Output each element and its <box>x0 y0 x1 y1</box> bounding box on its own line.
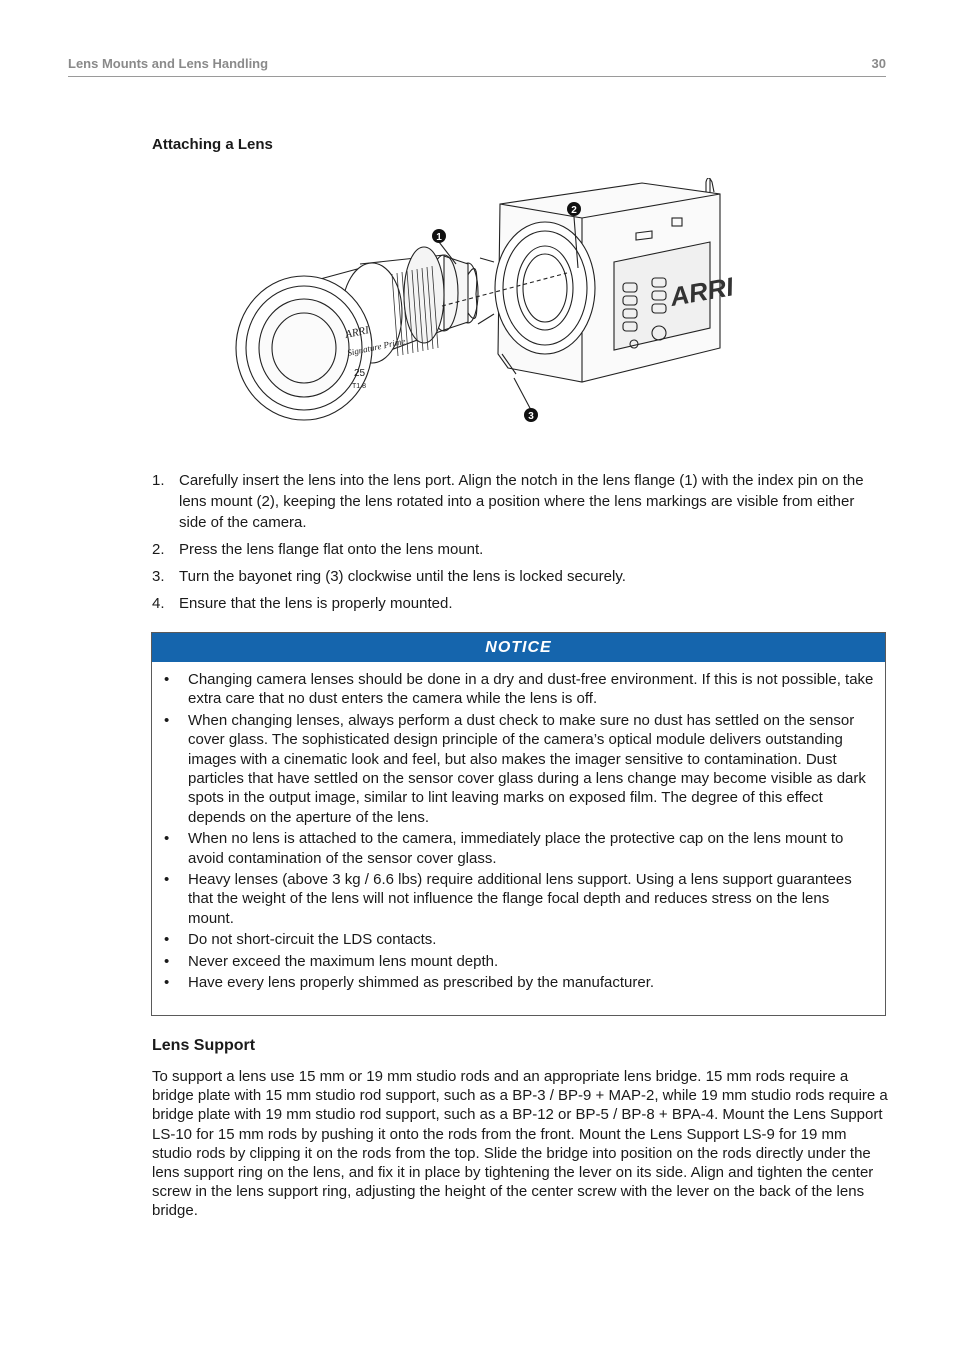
notice-item <box>152 952 875 971</box>
notice-text: When no lens is attached to the camera, immediately place the protective cap on the lens mount to avoid contamination of the sensor cover glass. <box>188 830 844 867</box>
notice-text: Have every lens properly shimmed as prescribed by the manufacturer. <box>188 974 655 992</box>
notice-text: Never exceed the maximum lens mount depth. <box>188 952 499 970</box>
svg-text:1: 1 <box>436 232 442 243</box>
page-number: 30 <box>871 56 886 71</box>
step-text: Ensure that the lens is properly mounted. <box>179 595 453 612</box>
notice-item <box>152 870 875 928</box>
step-number: 4. <box>152 595 165 612</box>
lens-attachment-illustration <box>232 178 752 440</box>
notice-item <box>152 670 875 709</box>
notice-text: Do not short-circuit the LDS contacts. <box>188 931 437 949</box>
callout-3 <box>524 408 538 422</box>
step-item <box>152 566 886 587</box>
notice-item <box>152 711 875 827</box>
attach-steps-list <box>152 470 886 620</box>
lens-support-heading: Lens Support <box>152 1037 256 1054</box>
camera-brand-logo: ARRI <box>667 271 736 312</box>
section-title: Lens Mounts and Lens Handling <box>68 56 269 71</box>
callout-2 <box>567 202 581 216</box>
bullet: • <box>164 871 170 889</box>
notice-item <box>152 973 875 992</box>
leader-3 <box>514 378 531 410</box>
lens-focal-label: 25 <box>354 368 366 379</box>
bullet: • <box>164 952 170 970</box>
step-item <box>152 593 886 614</box>
lens-aperture-label: T1.8 <box>352 383 367 390</box>
attaching-lens-heading: Attaching a Lens <box>152 136 273 153</box>
step-item <box>152 539 886 560</box>
notice-item <box>152 829 875 868</box>
step-text: Carefully insert the lens into the lens port. Align the notch in the lens flange (1) with the index pin on the lens mount (2), keeping the lens rotated into a position where the lens markings are visible from either side of the camera. <box>179 472 864 531</box>
svg-text:2: 2 <box>571 205 577 216</box>
notice-box <box>151 632 886 1016</box>
bullet: • <box>164 830 170 848</box>
step-number: 3. <box>152 568 165 585</box>
bullet: • <box>164 711 170 729</box>
notice-text: Changing camera lenses should be done in a dry and dust-free environment. If this is not possible, take extra care that no dust enters the camera while the lens is off. <box>188 671 874 708</box>
bullet: • <box>164 671 170 688</box>
notice-text: When changing lenses, always perform a dust check to make sure no dust has settled on the sensor cover glass. The sophisticated design principle of the camera’s optical module delivers outstanding images with a cinematic look and feel, but also makes the imager sensitive to contamination. Dust particles that have settled on the sensor cover glass during a lens change may become visible as dark spots in the output image, similar to lint leaving marks on exposed film. The degree of this effect depends on the aperture of the lens. <box>188 711 866 826</box>
notice-list <box>152 662 885 993</box>
step-item <box>152 470 886 533</box>
lens-support-paragraph: To support a lens use 15 mm or 19 mm studio rods and an appropriate lens bridge. 15 mm rods require a bridge plate with 15 mm studio rod support, such as a BP-3 / BP-9 + MAP-2, while 19 mm studio rods require a bridge plate with 19 mm studio rod support, such as a BP-12 or BP-5 / BP-8 + BPA-4. Mount the Lens Support LS-10 for 15 mm rods by pushing it onto the rods from the front. Mount the Lens Support LS-9 for 19 mm studio rods by clipping it on the rods from the top. Slide the bridge into position on the rods directly under the lens support ring on the lens, and fix it in place by tightening the lever on its side. Align and tighten the center screw in the lens support ring, adjusting the height of the center screw with the lever on the back of the lens bridge. <box>152 1068 888 1220</box>
svg-text:3: 3 <box>528 411 534 422</box>
running-header <box>68 56 886 77</box>
step-number: 1. <box>152 472 165 489</box>
step-number: 2. <box>152 541 165 558</box>
notice-text: Heavy lenses (above 3 kg / 6.6 lbs) require additional lens support. Using a lens support guarantees that the weight of the lens will not influence the flange focal depth and reduces stress on the lens mount. <box>188 871 852 927</box>
callout-1 <box>432 229 446 243</box>
lens-brand-label: ARRI <box>344 324 370 341</box>
step-text: Turn the bayonet ring (3) clockwise until the lens is locked securely. <box>179 568 626 585</box>
notice-item <box>152 930 875 949</box>
bullet: • <box>164 931 170 949</box>
bullet: • <box>164 974 170 992</box>
notice-title: NOTICE <box>152 633 885 662</box>
step-text: Press the lens flange flat onto the lens mount. <box>179 541 484 558</box>
lens-signature-label: Signature Prime <box>346 335 407 358</box>
